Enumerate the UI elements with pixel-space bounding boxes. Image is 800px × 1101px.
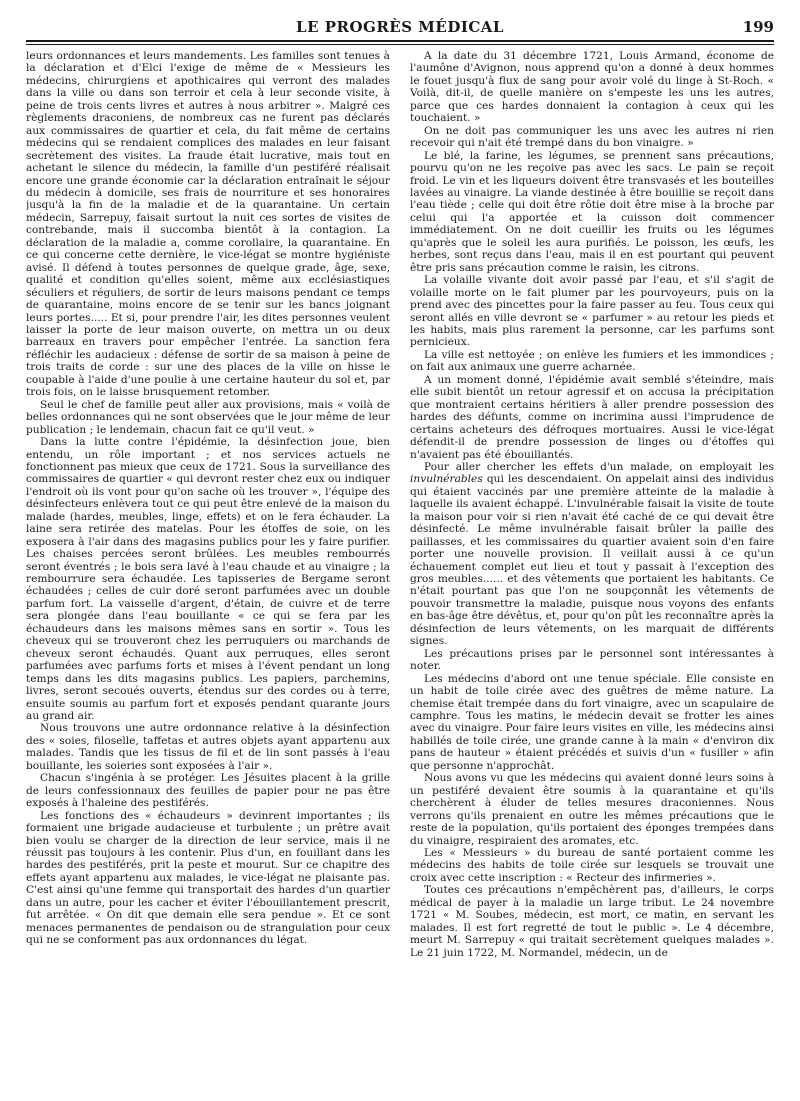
paragraph: A un moment donné, l'épidémie avait semblé s'éteindre, mais elle subit bientôt un retour agressif et on accusa la précipitation que montraient certains héritiers à aller prendre possession des hardes des défunts, comme on incrimina aussi l'imprudence de certains acheteurs des défroques mortuaires. Aussi le vice-légat défendit-il de prendre possession de linges ou d'étoffes qui n'avaient pas été ébouillantés. [410, 373, 774, 461]
page-number: 199 [742, 18, 774, 36]
header-rule-thick [26, 40, 774, 42]
left-column [26, 50, 390, 1090]
right-column [410, 50, 774, 1090]
running-header [26, 14, 774, 40]
paragraph: Pour aller chercher les effets d'un malade, on employait les invulnérables qui les descendaient. On appelait ainsi des individus qui étaient vaccinés par une première atteinte de la maladie à laquelle ils avaient échappé. L'invulnérable faisait la visite de toute la maison pour voir si rien n'avait été caché de ce qui devait être désinfecté. Le même invulnérable faisait brûler la paille des paillasses, et les commissaires du quartier avaient soin d'en faire porter une nouvelle provision. Il veillait aussi à ce qu'un échauement complet eut lieu et tout y passait à l'exception des gros meubles...... et des vêtements que portaient les habitants. Ce n'était pourtant pas que l'on ne soupçonnât les vêtements de pouvoir transmettre la maladie, puisque nous voyons des enfants en bas-âge être dévêtus, et, pour qu'on pût les reconnaître après la désinfection de leurs vêtements, on les marquait de différents signes. [410, 460, 774, 648]
paragraph: Toutes ces précautions n'empêchèrent pas, d'ailleurs, le corps médical de payer à la maladie un large tribut. Le 24 novembre 1721 « M. Soubes, médecin, est mort, ce matin, en servant les malades. Il est fort regretté de tout le public ». Le 4 décembre, meurt M. Sarrepuy « qui traitait secrètement quelques malades ». Le 21 juin 1722, M. Normandel, médecin, un de [410, 884, 774, 959]
paragraph: Les médecins d'abord ont une tenue spéciale. Elle consiste en un habit de toile cirée avec des guêtres de même nature. La chemise était trempée dans du fort vinaigre, avec un scapulaire de camphre. Tous les matins, le médecin devait se frotter les aines avec du vinaigre. Pour faire leurs visites en ville, les médecins ainsi habillés de toile cirée, une grande canne à la main « d'environ dix pans de hauteur » étaient précédés et suivis d'un « fusiller » afin que personne n'approchât. [410, 672, 774, 772]
paragraph: Les précautions prises par le personnel sont intéressantes à noter. [410, 647, 774, 673]
paragraph: Le blé, la farine, les légumes, se prennent sans précautions, pourvu qu'on ne les reçoive pas avec les sacs. Le pain se reçoit froid. Le vin et les liqueurs doivent être transvasés et les bouteilles lavées au vinaigre. La viande destinée à être bouillie se reçoit dans l'eau tiède ; celle qui doit être rôtie doit être mise à la broche par celui qui l'a apportée et la cuisson doit commencer immédiatement. On ne doit cueillir les fruits ou les légumes qu'après que le soleil les aura purifiés. Le poisson, les œufs, les herbes, sont reçus dans l'eau, mais il en est pourtant qui peuvent être pris sans précaution comme le raisin, les citrons. [410, 149, 774, 274]
paragraph: Dans la lutte contre l'épidémie, la désinfection joue, bien entendu, un rôle important ; et nos services actuels ne fonctionnent pas mieux que ceux de 1721. Sous la surveillance des commissaires de quartier « qui devront rester chez eux ou indiquer l'endroit où ils vont pour qu'on sache où les trouver », l'équipe des désinfecteurs enlèvera tout ce qui peut être enlevé de la maison du malade (hardes, meubles, linge, effets) et on le fera échauder. La laine sera retirée des matelas. Pour les étoffes de soie, on les exposera à l'air dans des magasins publics pour les y faire purifier. Les chaises percées seront brûlées. Les meubles rembourrés seront éventrés ; le bois sera lavé à l'eau chaude et au vinaigre ; la rembourrure sera échaudée. Les tapisseries de Bergame seront échaudées ; celles de cuir doré seront parfumées avec un double parfum fort. La vaisselle d'argent, d'étain, de cuivre et de terre sera plongée dans l'eau bouillante « ce qui se fera par les échaudeurs dans les maisons mêmes sans en sortir ». Tous les cheveux qui se trouveront chez les perruquiers ou marchands de cheveux seront échaudés. Quant aux perruques, elles seront parfumées avec parfums forts et mises à l'évent pendant un long temps dans les dits magasins publics. Les papiers, parchemins, livres, seront secoués ouverts, étendus sur des cordes ou à terre, ensuite soumis au parfum fort et exposés pendant quarante jours au grand air. [26, 436, 390, 723]
paragraph: leurs ordonnances et leurs mandements. Les familles sont tenues à la déclaration et d'Elci l'exige de même de « Messieurs les médecins, chirurgiens et apothicaires qui verront des malades dans la ville ou dans son terroir et cela à leur seconde visite, à peine de trois cents livres et autres à nous arbitrer ». Malgré ces règlements draconiens, de nombreux cas ne furent pas déclarés aux commissaires de quartier et cela, du fait même de certains médecins qui se rendaient complices des malades en leur faisant secrètement des visites. La fraude était lucrative, mais tout en achetant le silence du médecin, la famille d'un pestiféré réalisait encore une grande économie car la déclaration entraînait le séjour du médecin à domicile, ses frais de nourriture et ses honoraires jusqu'à la fin de la maladie et de la quarantaine. Un certain médecin, Sarrepuy, faisait surtout la nuit ces sortes de visites de contrebande, mais il succomba bientôt à la contagion. La déclaration de la maladie a, comme corollaire, la quarantaine. En ce qui concerne cette dernière, le vice-légat se montre hygiéniste avisé. Il défend à toutes personnes de quelque grade, âge, sexe, qualité et condition qu'elles soient, même aux ecclésiastiques séculiers et réguliers, de sortir de leurs maisons pendant ce temps de quarantaine, moins encore de se tenir sur les bancs joignant leurs portes..... Et si, pour prendre l'air, les dites personnes veulent laisser la porte de leur maison ouverte, on mettra un ou deux barreaux en travers pour empêcher l'entrée. La sanction fera réfléchir les audacieux : défense de sortir de sa maison à peine de trois traits de corde : sur une des places de la ville on hisse le coupable à l'aide d'une poulie à une certaine hauteur du sol et, par trois fois, on le laisse brusquement retomber. [26, 50, 390, 399]
paragraph: Nous avons vu que les médecins qui avaient donné leurs soins à un pestiféré devaient être soumis à la quarantaine et qu'ils cherchèrent à éluder de telles mesures draconiennes. Nous verrons qu'ils prenaient en outre les mêmes précautions que le reste de la population, qu'ils portaient des éponges trempées dans du vinaigre, respiraient des aromates, etc. [410, 772, 774, 847]
paragraph: A la date du 31 décembre 1721, Louis Armand, économe de l'aumône d'Avignon, nous apprend qu'on a donné à deux hommes le fouet jusqu'à flux de sang pour avoir volé du linge à St-Roch. « Voilà, dit-il, de quelle manière on s'empeste les uns les autres, parce que ces hardes donnaient la contagion à ceux qui les touchaient. » [410, 50, 774, 125]
paragraph: On ne doit pas communiquer les uns avec les autres ni rien recevoir qui n'ait été trempé dans du bon vinaigre. » [410, 124, 774, 150]
paragraph: Seul le chef de famille peut aller aux provisions, mais « voilà de belles ordonnances qui ne sont observées que le jour même de leur publication ; le lendemain, chacun fait ce qu'il veut. » [26, 398, 390, 436]
paragraph: Chacun s'ingénia à se protéger. Les Jésuites placent à la grille de leurs confessionnaux des feuilles de papier pour ne pas être exposés à l'haleine des pestiférés. [26, 772, 390, 810]
paragraph: La volaille vivante doit avoir passé par l'eau, et s'il s'agit de volaille morte on le fait plumer par les pourvoyeurs, puis on la prend avec des pincettes pour la faire passer au feu. Tous ceux qui seront allés en ville devront se « parfumer » au retour les pieds et les habits, mais plus rarement la personne, car les parfums sont pernicieux. [410, 274, 774, 349]
paragraph: Les fonctions des « échaudeurs » devinrent importantes ; ils formaient une brigade audacieuse et turbulente ; un prêtre avait bien voulu se charger de la direction de leur service, mais il ne réussit pas toujours à les contenir. Plus d'un, en fouillant dans les hardes des pestiférés, prit la peste et mourut. Sur ce chapitre des effets ayant appartenu aux malades, le vice-légat ne plaisante pas. C'est ainsi qu'une femme qui transportait des hardes d'un quartier dans un autre, pour les cacher et éviter l'ébouillantement prescrit, fut arrêtée. « On dit que demain elle sera pendue ». Et ce sont menaces permanentes de pendaison ou de strangulation pour ceux qui ne se conforment pas aux ordonnances du légat. [26, 809, 390, 947]
paragraph: Nous trouvons une autre ordonnance relative à la désinfection des « soies, filoselle, taffetas et autres objets ayant appartenu aux malades. Tandis que les tissus de fil et de lin sont passés à l'eau bouillante, les soieries sont exposées à l'air ». [26, 722, 390, 772]
paragraph: Les « Messieurs » du bureau de santé portaient comme les médecins des habits de toile cirée sur lesquels se trouvait une croix avec cette inscription : « Recteur des infirmeries ». [410, 847, 774, 884]
journal-title: LE PROGRÈS MÉDICAL [296, 18, 504, 36]
header-rule-thin [26, 44, 774, 45]
paragraph: La ville est nettoyée ; on enlève les fumiers et les immondices ; on fait aux animaux une guerre acharnée. [410, 348, 774, 374]
